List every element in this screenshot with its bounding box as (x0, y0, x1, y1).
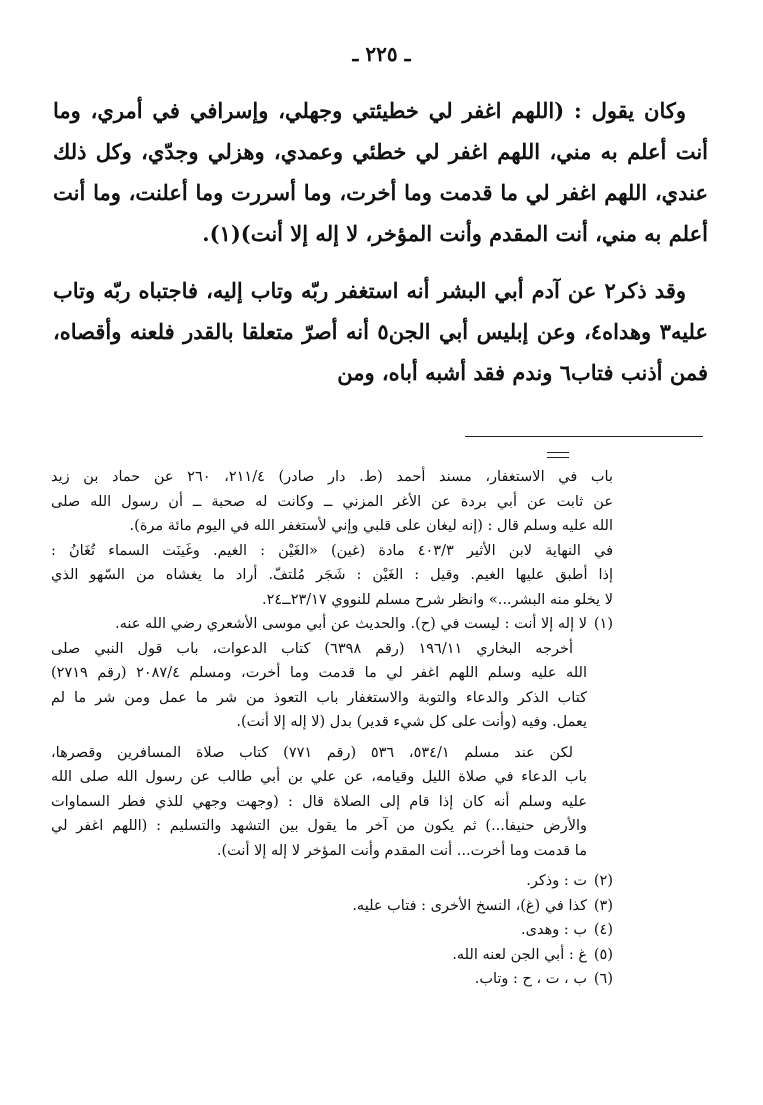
footnote-line: أخرجه البخاري ١٩٦/١١ (رقم ٦٣٩٨) كتاب الدعوات، باب قول النبي صلى (51, 640, 573, 657)
footnote-line: في النهاية لابن الأثير ٤٠٣/٣ مادة (غين) «الغَيْن : الغيم. وغَينَت السماء تُغَانُ : (51, 542, 613, 559)
footnote-1-paragraph-2 (51, 741, 613, 864)
text-line: وجدّي، وكل ذلك عندي، اللهم اغفر لي ما قدمت وما أخرت، وما (53, 139, 708, 205)
footnote-line: الله عليه وسلم قال : (إنه ليغان على قلبي وإني لأستغفر الله في اليوم مائة مرة). (129, 518, 613, 534)
text-line: لا إله إلا أنت)(١). (202, 221, 359, 246)
footnote-line: باب الدعاء في صلاة الليل وقيامه، عن علي بن أبي طالب عن رسول الله صلى الله (51, 769, 587, 785)
footnote-1 (51, 612, 613, 637)
text-line: بالقدر فلعنه وأقصاه، فمن أذنب فتاب٦ وندم فقد أشبه أباه، ومن (53, 319, 708, 385)
footnote-number: (٣) (593, 897, 613, 914)
footnote-1-paragraph-1 (51, 637, 613, 735)
footnote-text: كذا في (غ)، النسخ الأخرى : فتاب عليه. (352, 897, 587, 914)
footnote-line: ما قدمت وما أخرت... أنت المقدم وأنت المؤخر لا إله إلا أنت). (216, 842, 587, 859)
footnote-line: كتاب الذكر والدعاء والتوبة والاستغفار باب التعوذ من شر ما عمل ومن شر ما لم (51, 689, 587, 706)
footnote-line: لكن عند مسلم ٥٣٤/١، ٥٣٦ (رقم ٧٧١) كتاب صلاة المسافرين وقصرها، (51, 744, 573, 761)
footnote-text: ت : وذكر. (526, 873, 587, 889)
footnote-text: لا إله إلا أنت : ليست في (ح). والحديث عن أبي موسى الأشعري رضي الله عنه. (114, 616, 587, 632)
footnote-number: (٦) (593, 971, 613, 987)
footnote-separator-rule (465, 436, 703, 437)
main-paragraph (53, 90, 708, 254)
footnote-6 (51, 967, 613, 992)
footnote-number: (١) (593, 616, 613, 632)
page-number: ـ ٢٢٥ ـ (352, 42, 411, 66)
footnote-double-rule-bottom (547, 457, 569, 458)
footnote-line: يعمل. وفيه (وأنت على كل شيء قدير) بدل (لا إله إلا أنت). (236, 714, 587, 730)
main-paragraph (53, 270, 708, 393)
footnote-5 (51, 943, 613, 968)
footnote-3 (51, 894, 613, 919)
footnote-2 (51, 869, 613, 894)
footnote-line: إذا أطبق عليها الغيم. وقيل : الغَيْن : شَجَر مُلتفّ. أراد ما يغشاه من السّهو الذي (51, 567, 613, 583)
footnote-number: (٢) (593, 873, 613, 889)
footnote-line: عليه وسلم أنه كان إذا قام إلى الصلاة قال : (وجهت وجهي للذي فطر السماوات (51, 793, 587, 810)
footnote-line: لا يخلو منه البشر...» وانظر شرح مسلم للنووي ٢٣/١٧ــ٢٤. (262, 591, 613, 608)
footnote-line: عن ثابت عن أبي بردة عن الأغر المزني ــ وكانت له صحبة ــ أن رسول الله صلى (51, 493, 613, 510)
text-line: وقد ذكر٢ عن آدم أبي البشر أنه استغفر ربّه وتاب إليه، فاجتباه (138, 278, 687, 303)
footnote-continuation (51, 465, 613, 539)
footnote-double-rule-top (547, 452, 569, 453)
text-line: أسررت وما أعلنت، وما أنت أعلم به مني، أنت المقدم وأنت المؤخر، (53, 180, 708, 246)
footnote-line: والأرض حنيفا...) ثم يكون من آخر ما يقول بين التشهد والتسليم : (اللهم اغفر لي (51, 818, 587, 834)
footnote-line: الله عليه وسلم اللهم اغفر لي ما قدمت وما أخرت، ومسلم ٢٠٨٧/٤ (رقم ٢٧١٩) (51, 665, 587, 681)
footnote-number: (٥) (593, 946, 613, 963)
text-line: أمري، وما أنت أعلم به مني، اللهم اغفر لي خطئي وعمدي، وهزلي (53, 98, 709, 164)
footnote-line: باب في الاستغفار، مسند أحمد (ط. دار صادر) ٢١١/٤، ٢٦٠ عن حماد بن زيد (51, 469, 613, 485)
footnote-number: (٤) (593, 922, 613, 938)
text-line: ربّه وتاب عليه٣ وهداه٤، وعن إبليس أبي الجن٥ أنه أصرّ متعلقا (53, 278, 709, 344)
text-line: وكان يقول : (اللهم اغفر لي خطيئتي وجهلي، وإسرافي في (152, 98, 687, 123)
footnote-text: غ : أبي الجن لعنه الله. (452, 946, 587, 963)
footnote-text: ب : وهدى. (521, 922, 587, 938)
footnotes (51, 465, 613, 992)
footnote-text: ب ، ت ، ح : وتاب. (474, 971, 587, 987)
footnote-continuation-gloss (51, 539, 613, 613)
main-text (53, 90, 708, 393)
footnote-4 (51, 918, 613, 943)
